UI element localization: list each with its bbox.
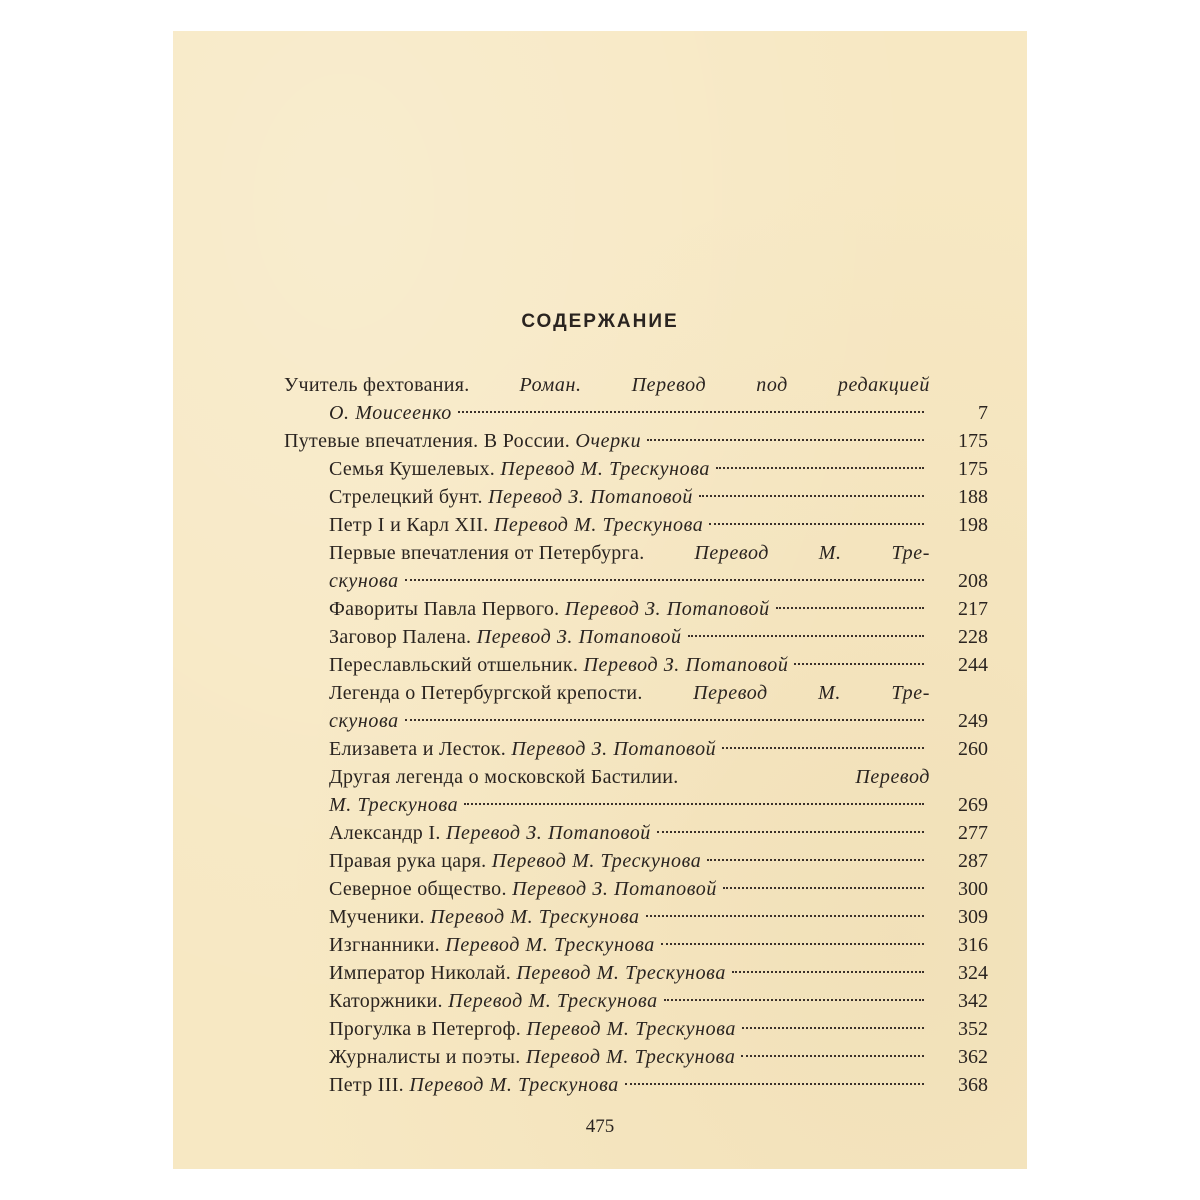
dot-leader: [405, 579, 924, 581]
toc-entry-page: 244: [958, 654, 988, 676]
dot-leader: [722, 747, 924, 749]
toc-entry-title: Первые впечатления от Петербурга.: [329, 542, 645, 564]
toc-entry-text: [329, 847, 701, 875]
toc-entry-translator-word: М.: [818, 682, 842, 704]
toc-entry-translator: Перевод М. Трескунова: [445, 934, 655, 956]
toc-entry-title: Елизавета и Лесток.: [329, 738, 507, 760]
toc-entry-page: 208: [958, 570, 988, 592]
toc-entry-page: 260: [958, 738, 988, 760]
toc-entry: [284, 483, 994, 511]
toc-entry-text: [329, 651, 788, 679]
toc-entry-translator: О. Моисеенко: [329, 402, 452, 424]
dot-leader: [661, 943, 924, 945]
toc-entry-text: [329, 679, 930, 707]
toc-entry: [284, 455, 994, 483]
toc-entry-page: 198: [958, 514, 988, 536]
toc-entry-translator: Перевод З. Потаповой: [476, 626, 682, 648]
toc-entry-title: Журналисты и поэты.: [329, 1046, 521, 1068]
toc-entry: [284, 819, 994, 847]
dot-leader: [776, 607, 924, 609]
toc-entry-text: [329, 1071, 619, 1099]
table-of-contents: [284, 371, 994, 1099]
toc-entry-translator-word: редакцией: [837, 374, 930, 396]
toc-entry-page: 342: [958, 990, 988, 1012]
toc-entry-title: Мученики.: [329, 906, 425, 928]
toc-entry-translator: Перевод М. Трескунова: [409, 1074, 619, 1096]
toc-entry-page: 217: [958, 598, 988, 620]
toc-entry-translator-word: Перевод: [694, 542, 769, 564]
toc-entry-text: [329, 595, 770, 623]
toc-entry-text: [329, 819, 651, 847]
toc-entry-text: [329, 875, 717, 903]
toc-entry-title: Легенда о Петербургской крепости.: [329, 682, 643, 704]
toc-entry: [284, 707, 994, 735]
toc-entry-text: [284, 427, 641, 455]
book-page: [173, 31, 1027, 1169]
toc-entry: [284, 931, 994, 959]
dot-leader: [646, 915, 924, 917]
toc-entry-translator: Перевод З. Потаповой: [488, 486, 694, 508]
dot-leader: [709, 523, 924, 525]
toc-entry-text: [329, 987, 658, 1015]
dot-leader: [405, 719, 924, 721]
toc-entry-title: Переславльский отшельник.: [329, 654, 579, 676]
toc-entry-text: [329, 567, 399, 595]
toc-entry-translator: Перевод М. Трескунова: [448, 990, 658, 1012]
toc-entry-translator: Перевод М. Трескунова: [491, 850, 702, 872]
page-title: СОДЕРЖАНИЕ: [521, 311, 679, 332]
toc-entry-page: 287: [958, 850, 988, 872]
toc-entry-translator: Перевод М. Трескунова: [526, 1018, 736, 1040]
toc-entry: [284, 399, 994, 427]
toc-entry: [284, 875, 994, 903]
toc-entry-page: 362: [958, 1046, 988, 1068]
toc-entry-page: 7: [978, 402, 988, 424]
toc-entry-translator: скунова: [329, 710, 399, 732]
toc-entry-text: [329, 483, 693, 511]
toc-entry-title: Заговор Палена.: [329, 626, 472, 648]
toc-entry-translator: скунова: [329, 570, 399, 592]
toc-entry-translator-word: Перевод: [693, 682, 768, 704]
toc-entry-title: Прогулка в Петергоф.: [329, 1018, 522, 1040]
toc-entry-translator: Перевод М. Трескунова: [500, 458, 710, 480]
toc-entry: [284, 735, 994, 763]
toc-entry-text: [329, 903, 640, 931]
toc-entry: [284, 1043, 994, 1071]
toc-entry: [284, 679, 994, 707]
toc-entry-translator-word: Тре-: [891, 542, 930, 564]
toc-entry-page: 188: [958, 486, 988, 508]
toc-entry-page: 175: [958, 430, 988, 452]
toc-entry-title: Каторжники.: [329, 990, 443, 1012]
toc-entry-page: 316: [958, 934, 988, 956]
toc-entry-translator-word: Перевод: [855, 766, 930, 788]
toc-entry-translator: Перевод М. Трескунова: [516, 962, 726, 984]
toc-entry-page: 277: [958, 822, 988, 844]
toc-entry: [284, 567, 994, 595]
toc-entry-page: 309: [958, 906, 988, 928]
toc-entry-translator-word: Роман.: [519, 374, 582, 396]
toc-entry: [284, 539, 994, 567]
toc-entry-page: 228: [958, 626, 988, 648]
toc-entry-translator: Перевод З. Потаповой: [511, 738, 717, 760]
toc-entry-text: [329, 931, 655, 959]
toc-entry-text: [329, 735, 716, 763]
toc-entry-text: [329, 1043, 735, 1071]
toc-entry-page: 368: [958, 1074, 988, 1096]
toc-entry-text: [284, 371, 930, 399]
toc-entry-title: Петр III.: [329, 1074, 404, 1096]
toc-entry-text: [329, 455, 710, 483]
dot-leader: [794, 663, 924, 665]
dot-leader: [688, 635, 924, 637]
dot-leader: [458, 411, 924, 413]
toc-entry-page: 324: [958, 962, 988, 984]
toc-entry-title: Император Николай.: [329, 962, 512, 984]
toc-entry-text: [329, 707, 399, 735]
toc-entry: [284, 791, 994, 819]
dot-leader: [741, 1055, 924, 1057]
dot-leader: [732, 971, 924, 973]
toc-entry-translator: Перевод З. Потаповой: [445, 822, 651, 844]
toc-entry-title: Изгнанники.: [329, 934, 440, 956]
toc-entry-title: Семья Кушелевых.: [329, 458, 496, 480]
toc-entry-translator-word: под: [756, 374, 788, 396]
toc-entry-translator-word: М.: [818, 542, 842, 564]
toc-entry: [284, 1071, 994, 1099]
dot-leader: [716, 467, 924, 469]
dot-leader: [723, 887, 924, 889]
toc-entry-title: Правая рука царя.: [329, 850, 487, 872]
toc-entry: [284, 595, 994, 623]
toc-entry: [284, 763, 994, 791]
toc-entry-title: Путевые впечатления. В России.: [284, 430, 571, 452]
dot-leader: [742, 1027, 924, 1029]
toc-entry-translator: Очерки: [575, 430, 642, 452]
toc-entry-text: [329, 763, 930, 791]
toc-entry-title: Александр I.: [329, 822, 441, 844]
toc-entry-text: [329, 399, 452, 427]
toc-entry-translator: Перевод З. Потаповой: [583, 654, 789, 676]
toc-entry-title: Фавориты Павла Первого.: [329, 598, 560, 620]
dot-leader: [699, 495, 924, 497]
toc-entry-text: [329, 539, 930, 567]
dot-leader: [625, 1083, 924, 1085]
page-number: 475: [585, 1116, 615, 1137]
toc-entry-page: 300: [958, 878, 988, 900]
toc-entry: [284, 651, 994, 679]
toc-entry-page: 269: [958, 794, 988, 816]
toc-entry-title: Другая легенда о московской Бастилии.: [329, 766, 679, 788]
toc-entry: [284, 427, 994, 455]
toc-entry: [284, 987, 994, 1015]
toc-entry-title: Петр I и Карл XII.: [329, 514, 489, 536]
toc-entry: [284, 903, 994, 931]
toc-entry-translator: Перевод М. Трескунова: [525, 1046, 736, 1068]
toc-entry-page: 249: [958, 710, 988, 732]
toc-entry: [284, 959, 994, 987]
toc-entry-text: [329, 1015, 736, 1043]
toc-entry-text: [329, 959, 726, 987]
toc-entry-text: [329, 511, 703, 539]
dot-leader: [657, 831, 924, 833]
toc-entry-text: [329, 791, 458, 819]
toc-entry: [284, 623, 994, 651]
toc-entry: [284, 847, 994, 875]
dot-leader: [707, 859, 924, 861]
toc-entry-translator: М. Трескунова: [329, 794, 459, 816]
toc-entry-translator: Перевод М. Трескунова: [430, 906, 640, 928]
dot-leader: [464, 803, 924, 805]
dot-leader: [664, 999, 924, 1001]
toc-entry-title: Стрелецкий бунт.: [329, 486, 483, 508]
toc-entry: [284, 1015, 994, 1043]
toc-entry-text: [329, 623, 682, 651]
toc-entry-title: Учитель фехтования.: [284, 374, 470, 396]
toc-entry-page: 175: [958, 458, 988, 480]
toc-entry-page: 352: [958, 1018, 988, 1040]
toc-entry-title: Северное общество.: [329, 878, 507, 900]
dot-leader: [647, 439, 924, 441]
toc-entry-translator: Перевод М. Трескунова: [493, 514, 704, 536]
toc-entry: [284, 371, 994, 399]
toc-entry: [284, 511, 994, 539]
toc-entry-translator-word: Тре-: [891, 682, 930, 704]
toc-entry-translator: Перевод З. Потаповой: [564, 598, 770, 620]
toc-entry-translator: Перевод З. Потаповой: [512, 878, 717, 900]
toc-entry-translator-word: Перевод: [631, 374, 707, 396]
